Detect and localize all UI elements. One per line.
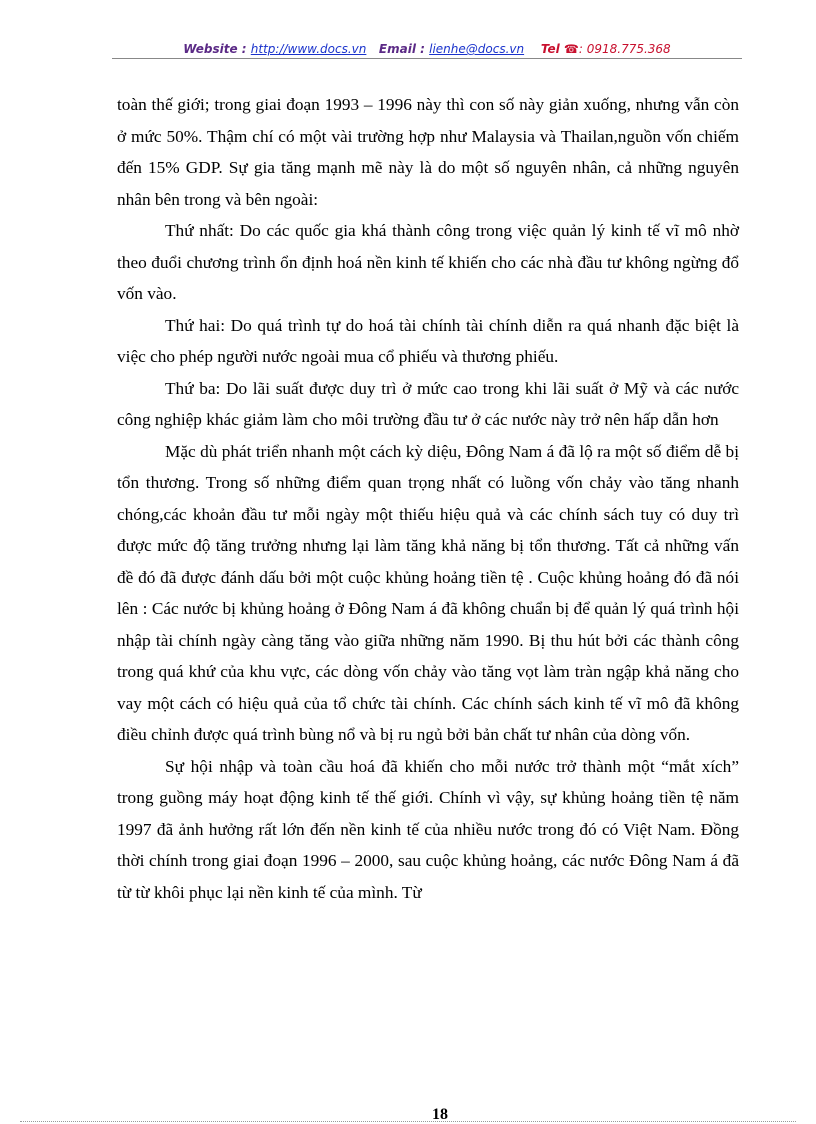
paragraph: Thứ nhất: Do các quốc gia khá thành công trong việc quản lý kinh tế vĩ mô nhờ theo đuổi chương trình ổn định hoá nền kinh tế khiến cho các nhà đầu tư không ngừng đổ vốn vào. xyxy=(117,221,739,303)
tel-label: Tel xyxy=(540,42,560,56)
phone-icon: ☎ xyxy=(563,42,579,56)
page-header xyxy=(112,40,742,59)
paragraph: Sự hội nhập và toàn cầu hoá đã khiến cho mỗi nước trở thành một “mắt xích” trong guồng máy hoạt động kinh tế thế giới. Chính vì vậy, sự khủng hoảng tiền tệ năm 1997 đã ảnh hưởng rất lớn đến nền kinh tế của nhiều nước trong đó có Việt Nam. Đồng thời chính trong giai đoạn 1996 – 2000, sau cuộc khủng hoảng, các nước Đông Nam á đã từ từ khôi phục lại nền kinh tế của mình. Từ xyxy=(117,756,739,902)
website-link[interactable]: http://www.docs.vn xyxy=(250,42,367,56)
page-number: 18 xyxy=(432,1106,448,1123)
paragraph: toàn thế giới; trong giai đoạn 1993 – 1996 này thì con số này giản xuống, nhưng vẫn còn ở mức 50%. Thậm chí có một vài trường hợp như Malaysia và Thailan,nguồn vốn chiếm đến 15% GDP. Sự gia tăng mạnh mẽ này là do một số nguyên nhân, cả những nguyên nhân bên trong và bên ngoài: xyxy=(117,95,739,209)
email-label: Email : xyxy=(378,42,425,56)
document-body xyxy=(117,89,739,908)
website-label: Website : xyxy=(183,42,247,56)
paragraph: Mặc dù phát triển nhanh một cách kỳ diệu, Đông Nam á đã lộ ra một số điểm dễ bị tổn thương. Trong số những điểm quan trọng nhất có luồng vốn chảy vào tăng nhanh chóng,các khoản đầu tư mỗi ngày một thiếu hiệu quả và các chính sách tuy có duy trì được mức độ tăng trưởng nhưng lại làm tăng khả năng bị tổn thương. Tất cả những vấn đề đó đã được đánh dấu bởi một cuộc khủng hoảng tiền tệ . Cuộc khủng hoảng đó đã nói lên : Các nước bị khủng hoảng ở Đông Nam á đã không chuẩn bị để quản lý quá trình hội nhập tài chính ngày càng tăng vào giữa những năm 1990. Bị thu hút bởi các thành công trong quá khứ của khu vực, các dòng vốn chảy vào tăng vọt làm tràn ngập khả năng cho vay một cách có hiệu quả của tổ chức tài chính. Các chính sách kinh tế vĩ mô đã không điều chỉnh được quá trình bùng nổ và bị ru ngủ bởi bản chất tư nhân của dòng vốn. xyxy=(117,441,739,744)
email-link[interactable]: lienhe@docs.vn xyxy=(429,42,525,56)
tel-number: : 0918.775.368 xyxy=(578,42,671,56)
paragraph: Thứ hai: Do quá trình tự do hoá tài chính tài chính diễn ra quá nhanh đặc biệt là việc cho phép người nước ngoài mua cổ phiếu và thương phiếu. xyxy=(117,315,739,366)
paragraph: Thứ ba: Do lãi suất được duy trì ở mức cao trong khi lãi suất ở Mỹ và các nước công nghiệp khác giảm làm cho môi trường đầu tư ở các nước này trở nên hấp dẫn hơn xyxy=(117,378,739,429)
